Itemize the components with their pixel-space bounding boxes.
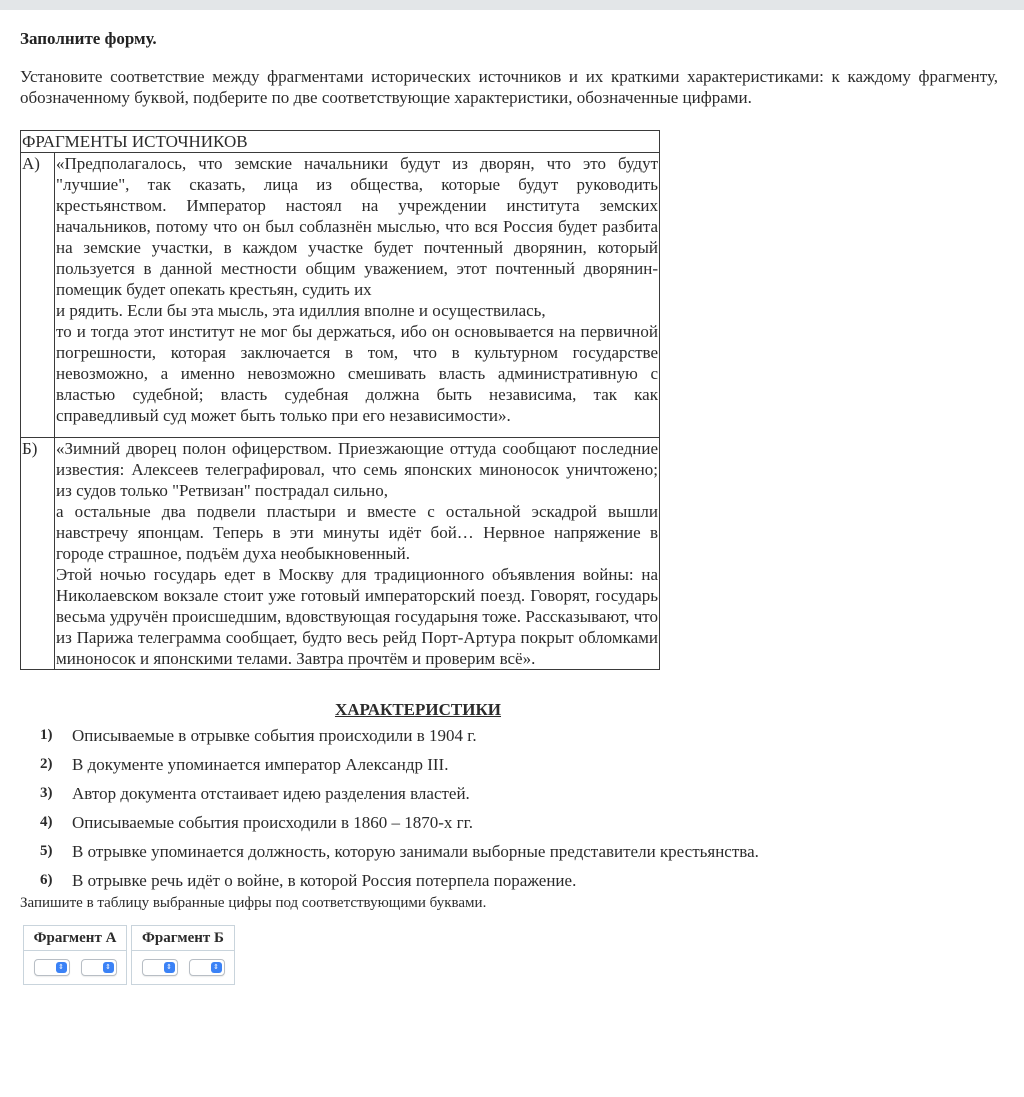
source-text-a	[55, 153, 660, 438]
sources-table-header: ФРАГМЕНТЫ ИСТОЧНИКОВ	[21, 131, 660, 153]
source-b-paragraph-3: Этой ночью государь едет в Москву для традиционного объявления войны: на Николаевском вокзале стоит уже готовый императорский поезд. Говорят, государь весьма удручён происшедшим, вдовствующая государыня тоже. Рассказывают, что из Парижа телеграмма сообщает, будто весь рейд Порт-Артура покрыт обломками миноносок и японскими телами. Завтра прочтём и проверим всё».	[56, 565, 658, 668]
chevron-updown-icon: ⇕	[211, 962, 222, 973]
characteristic-item	[20, 812, 998, 841]
characteristic-number: 6)	[40, 872, 53, 888]
characteristic-item	[20, 841, 998, 870]
source-a-paragraph-1: «Предполагалось, что земские начальники будут из дворян, что это будут "лучшие", так сказать, лица из общества, которые будут руководить крестьянством. Император настоял на учреждении института земских начальников, потому что он был соблазнён мыслью, что вся Россия будет разбита на земские участки, в каждом участке будет почтенный дворянин, который пользуется в данной местности общим уважением, этот почтенный дворянин-помещик будет опекать крестьян, судить их	[56, 154, 658, 299]
source-letter-b: Б)	[21, 438, 55, 670]
characteristic-text: В отрывке речь идёт о войне, в которой Россия потерпела поражение.	[72, 871, 577, 890]
task-instruction: Установите соответствие между фрагментами исторических источников и их краткими характеристиками: к каждому фрагменту, обозначенному буквой, подберите по две соответствующие характеристики, обозначенные цифрами.	[20, 67, 998, 107]
form-container	[0, 28, 1024, 985]
source-row-b	[21, 438, 660, 670]
characteristic-number: 5)	[40, 843, 53, 859]
source-letter-a: А)	[21, 153, 55, 438]
characteristic-number: 2)	[40, 756, 53, 772]
answer-column-a	[23, 925, 127, 985]
chevron-updown-icon: ⇕	[164, 962, 175, 973]
form-title: Заполните форму.	[20, 29, 157, 48]
characteristics-title: ХАРАКТЕРИСТИКИ	[334, 700, 502, 719]
characteristic-text: Описываемые в отрывке события происходили в 1904 г.	[72, 726, 477, 745]
fragment-b-select-2[interactable]	[189, 959, 225, 976]
source-a-paragraph-3: то и тогда этот институт не мог бы держаться, ибо он основывается на первичной погрешности, которая заключается в том, что в культурном государстве невозможно, а именно невозможно смешивать власть административную с властью судебной; власть судебная должна быть независима, так как справедливый суд может быть только при его независимости».	[56, 322, 658, 425]
source-row-a	[21, 153, 660, 438]
top-bar	[0, 0, 1024, 10]
source-text-b	[55, 438, 660, 670]
fragment-a-select-2[interactable]	[81, 959, 117, 976]
chevron-updown-icon: ⇕	[103, 962, 114, 973]
characteristic-number: 3)	[40, 785, 53, 801]
characteristic-item	[20, 725, 998, 754]
answer-table	[23, 925, 998, 985]
answer-note: Запишите в таблицу выбранные цифры под соответствующими буквами.	[20, 895, 487, 911]
fragment-b-select-1[interactable]	[142, 959, 178, 976]
source-b-paragraph-2: а остальные два подвели пластыри и вместе с остальной эскадрой вышли навстречу японцам. Теперь в эти минуты идёт бой… Нервное напряжение в городе страшное, подъём духа необыкновенный.	[56, 502, 658, 563]
characteristics-list	[20, 725, 998, 899]
characteristic-text: Автор документа отстаивает идею разделения властей.	[72, 784, 470, 803]
answer-header-b: Фрагмент Б	[132, 926, 234, 951]
source-b-paragraph-1: «Зимний дворец полон офицерством. Приезжающие оттуда сообщают последние известия: Алексеев телеграфировал, что семь японских миноносок уничтожено; из судов только "Ретвизан" пострадал сильно,	[56, 439, 658, 500]
characteristic-item	[20, 783, 998, 812]
fragment-a-select-1[interactable]	[34, 959, 70, 976]
source-a-paragraph-2: и рядить. Если бы эта мысль, эта идиллия вполне и осуществилась,	[56, 301, 546, 320]
characteristic-number: 1)	[40, 727, 53, 743]
characteristic-number: 4)	[40, 814, 53, 830]
characteristic-text: В отрывке упоминается должность, которую занимали выборные представители крестьянства.	[72, 842, 759, 861]
characteristic-text: В документе упоминается император Александр III.	[72, 755, 449, 774]
sources-table	[20, 130, 660, 670]
characteristic-text: Описываемые события происходили в 1860 – 1870-х гг.	[72, 813, 473, 832]
characteristic-item	[20, 754, 998, 783]
answer-column-b	[131, 925, 235, 985]
answer-header-a: Фрагмент А	[24, 926, 126, 951]
chevron-updown-icon: ⇕	[56, 962, 67, 973]
